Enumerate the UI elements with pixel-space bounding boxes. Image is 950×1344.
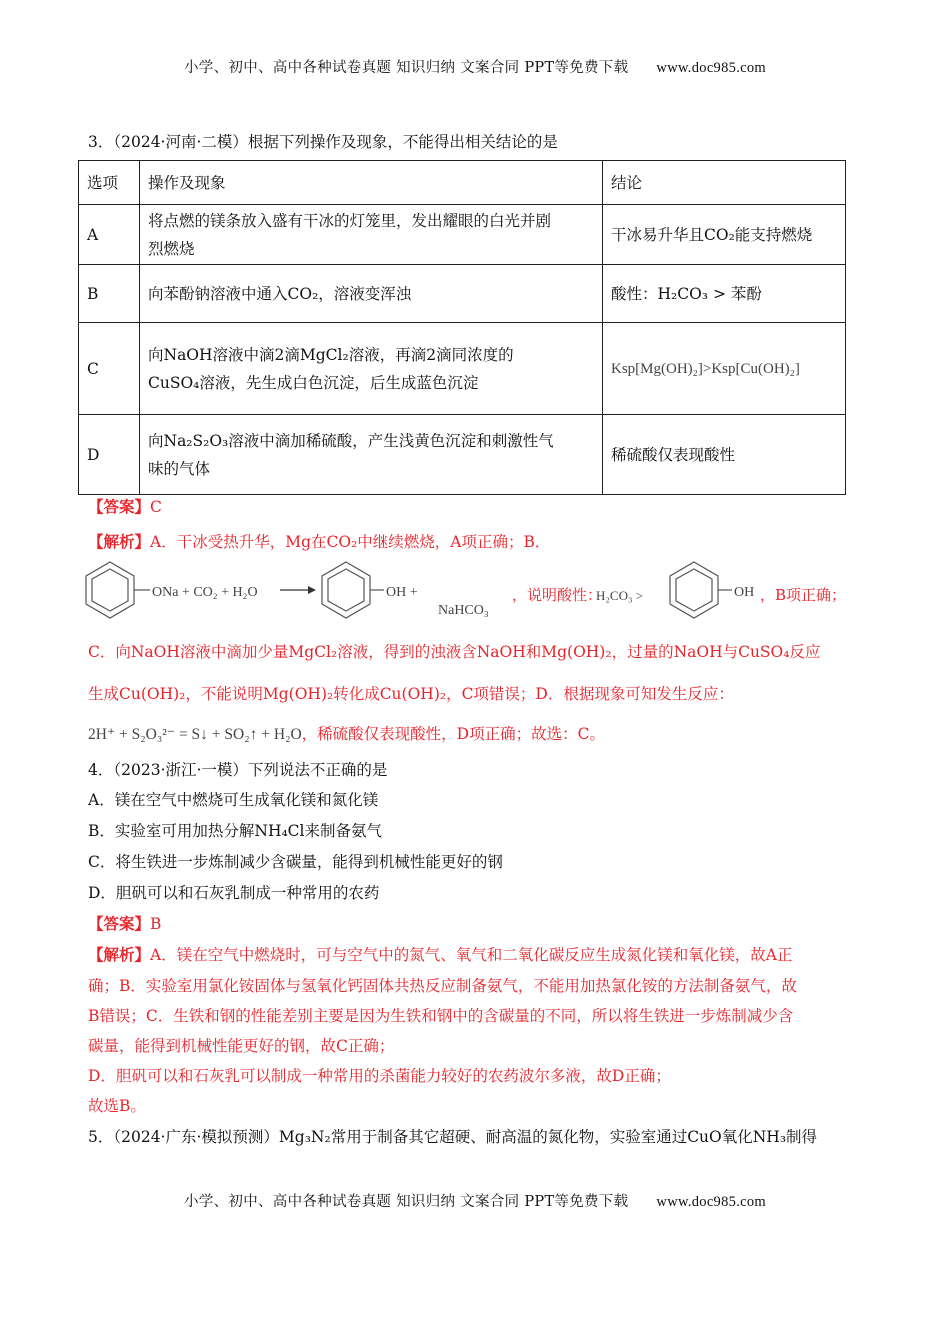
op-line: 烈燃烧 bbox=[148, 239, 195, 258]
product-phenol: OH + bbox=[386, 585, 418, 600]
q3-analysis-line-1 bbox=[88, 532, 550, 552]
acidity-h2co3: H₂CO₃ > bbox=[596, 588, 644, 603]
q4-stem: 4．（2023·浙江·一模）下列说法不正确的是 bbox=[88, 761, 388, 779]
row-conclusion: Ksp[Mg(OH)₂]>Ksp[Cu(OH)₂] bbox=[603, 323, 846, 415]
benzene-ring-3 bbox=[670, 562, 732, 618]
analysis-label: 【解析】 bbox=[88, 532, 151, 551]
row-conclusion: 稀硫酸仅表现酸性 bbox=[603, 415, 846, 495]
row-option: D bbox=[79, 415, 140, 495]
row-operation: 向苯酚钠溶液中通入CO₂，溶液变浑浊 bbox=[140, 265, 603, 323]
row-operation bbox=[140, 205, 603, 265]
reactant-text: ONa + CO₂ + H₂O bbox=[152, 585, 258, 600]
page-footer bbox=[0, 1190, 950, 1211]
reaction-equation: 2H⁺ + S₂O₃²⁻ = S↓ + SO₂↑ + H₂O bbox=[88, 726, 302, 743]
op-line: 向NaOH溶液中滴2滴MgCl₂溶液，再滴2滴同浓度的 bbox=[148, 345, 514, 364]
q3-answer bbox=[88, 497, 162, 517]
op-line: CuSO₄溶液，先生成白色沉淀，后生成蓝色沉淀 bbox=[148, 373, 479, 392]
row-operation bbox=[140, 323, 603, 415]
row-option: A bbox=[79, 205, 140, 265]
q4-option-b: B．实验室可用加热分解NH₄Cl来制备氨气 bbox=[88, 822, 383, 840]
row-option: C bbox=[79, 323, 140, 415]
table-row bbox=[79, 323, 846, 415]
op-line: 向Na₂S₂O₃溶液中滴加稀硫酸，产生浅黄色沉淀和刺激性气 bbox=[148, 431, 554, 450]
row-conclusion: 酸性：H₂CO₃ > 苯酚 bbox=[603, 265, 846, 323]
header-option: 选项 bbox=[79, 161, 140, 205]
analysis-text: A．干冰受热升华，Mg在CO₂中继续燃烧，A项正确；B． bbox=[150, 533, 551, 551]
row-conclusion: 干冰易升华且CO₂能支持燃烧 bbox=[603, 205, 846, 265]
q3-table bbox=[78, 160, 846, 495]
answer-value: B bbox=[150, 915, 162, 933]
q4-analysis-line-6: 故选B。 bbox=[88, 1097, 146, 1115]
op-line: 将点燃的镁条放入盛有干冰的灯笼里，发出耀眼的白光并剧 bbox=[148, 211, 552, 230]
product-nahco3: NaHCO₃ bbox=[438, 603, 489, 618]
row-operation bbox=[140, 415, 603, 495]
q4-analysis-line-2: 确；B．实验室用氯化铵固体与氢氧化钙固体共热反应制备氨气，不能用加热氯化铵的方法制备氨气，故 bbox=[88, 977, 797, 995]
header-url[interactable]: www.doc985.com bbox=[656, 60, 766, 76]
table-header-row bbox=[79, 161, 846, 205]
q4-option-d: D．胆矾可以和石灰乳制成一种常用的农药 bbox=[88, 884, 380, 902]
q3-analysis-d bbox=[88, 724, 605, 745]
q4-answer bbox=[88, 914, 161, 934]
footer-text: 小学、初中、高中各种试卷真题 知识归纳 文案合同 PPT等免费下载 bbox=[184, 1194, 629, 1210]
q4-analysis-line-4: 碳量，能得到机械性能更好的钢，故C正确； bbox=[88, 1037, 395, 1055]
table-row bbox=[79, 265, 846, 323]
benzene-ring-2 bbox=[322, 562, 384, 618]
q4-option-c: C．将生铁进一步炼制减少含碳量，能得到机械性能更好的钢 bbox=[88, 853, 503, 871]
acidity-text: ，说明酸性： bbox=[512, 586, 603, 604]
reaction-scheme bbox=[84, 556, 874, 626]
q4-analysis-line-3: B错误；C．生铁和钢的性能差别主要是因为生铁和钢中的含碳量的不同，所以将生铁进一步炼制减少含 bbox=[88, 1007, 794, 1025]
header-operation: 操作及现象 bbox=[140, 161, 603, 205]
answer-value: C bbox=[150, 498, 162, 516]
analysis-label: 【解析】 bbox=[88, 945, 151, 964]
header-conclusion: 结论 bbox=[603, 161, 846, 205]
q4-option-a: A．镁在空气中燃烧可生成氧化镁和氮化镁 bbox=[88, 791, 379, 809]
q4-analysis-line-5: D．胆矾可以和石灰乳可以制成一种常用的杀菌能力较好的农药波尔多液，故D正确； bbox=[88, 1067, 671, 1085]
answer-label: 【答案】 bbox=[88, 497, 151, 516]
q3-analysis-c2: 生成Cu(OH)₂，不能说明Mg(OH)₂转化成Cu(OH)₂，C项错误；D．根据现象可知发生反应： bbox=[88, 685, 734, 703]
phenol-oh: OH bbox=[734, 585, 755, 600]
footer-url[interactable]: www.doc985.com bbox=[656, 1194, 766, 1210]
reaction-arrow bbox=[280, 586, 316, 594]
q3-analysis-c1: C．向NaOH溶液中滴加少量MgCl₂溶液，得到的浊液含NaOH和Mg(OH)₂，过量的NaOH与CuSO₄反应 bbox=[88, 643, 821, 661]
row-option: B bbox=[79, 265, 140, 323]
q4-analysis-line-1 bbox=[88, 945, 792, 965]
header-text: 小学、初中、高中各种试卷真题 知识归纳 文案合同 PPT等免费下载 bbox=[184, 60, 629, 76]
op-line: 味的气体 bbox=[148, 459, 211, 478]
analysis-d-text: ，稀硫酸仅表现酸性，D项正确；故选：C。 bbox=[301, 725, 605, 743]
analysis-text: A．镁在空气中燃烧时，可与空气中的氮气、氧气和二氧化碳反应生成氮化镁和氧化镁，故A正 bbox=[150, 946, 793, 964]
answer-label: 【答案】 bbox=[88, 914, 151, 933]
benzene-ring-1 bbox=[86, 562, 150, 618]
table-row bbox=[79, 415, 846, 495]
b-correct-text: ，B项正确； bbox=[760, 586, 847, 604]
page-header bbox=[0, 56, 950, 77]
table-row bbox=[79, 205, 846, 265]
q5-stem: 5．（2024·广东·模拟预测）Mg₃N₂常用于制备其它超硬、耐高温的氮化物，实验室通过CuO氧化NH₃制得 bbox=[88, 1128, 818, 1146]
q3-stem: 3．（2024·河南·二模）根据下列操作及现象，不能得出相关结论的是 bbox=[88, 133, 558, 151]
